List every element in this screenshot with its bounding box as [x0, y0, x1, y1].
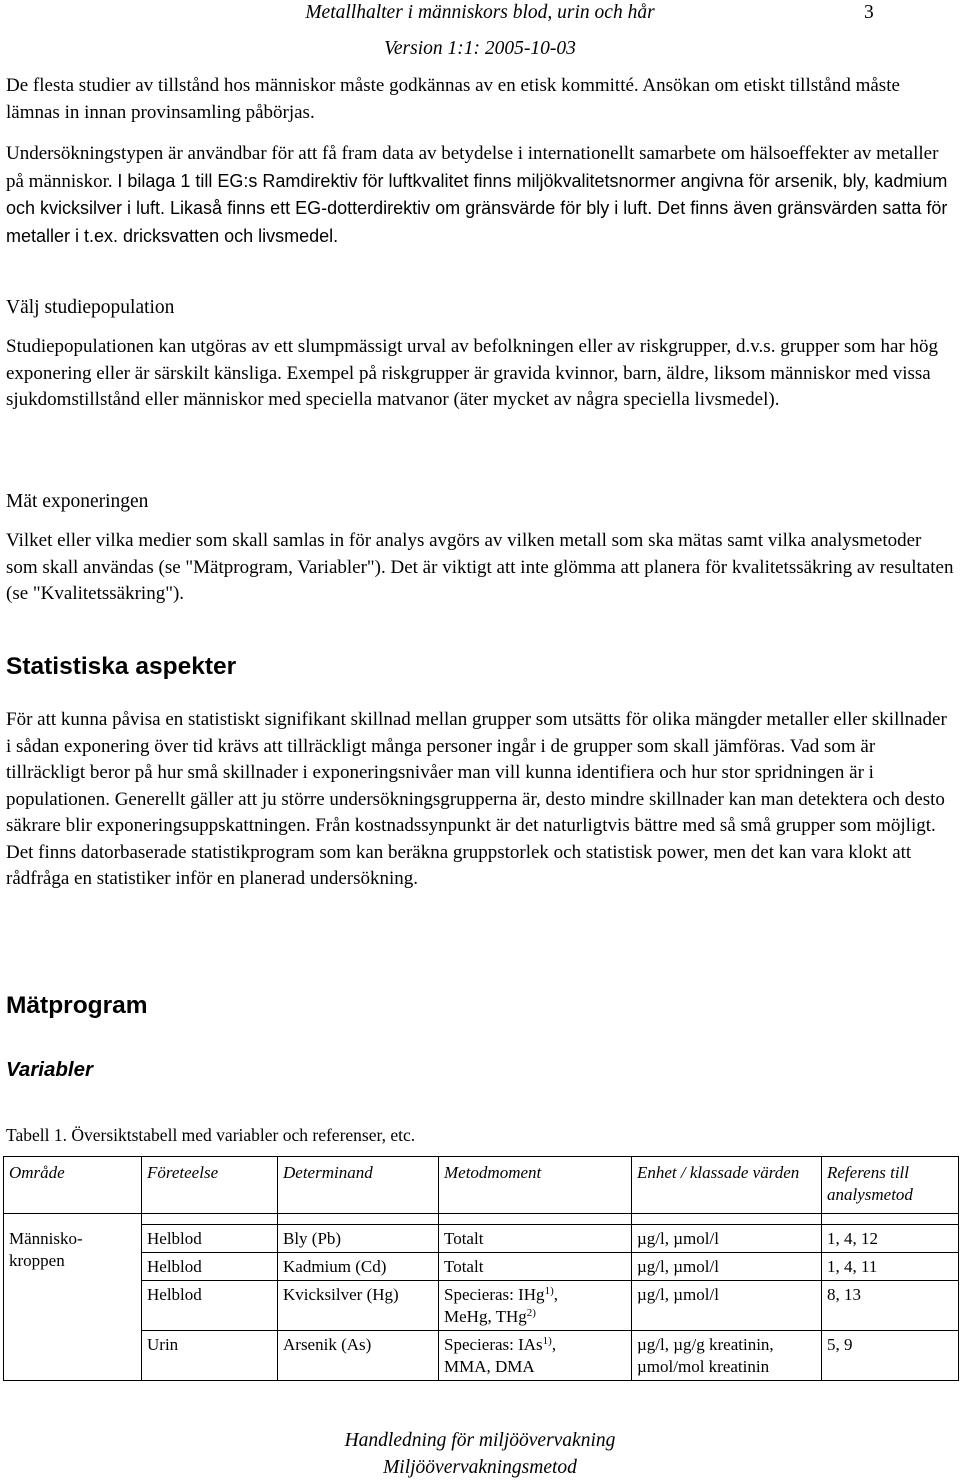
header-area: Område — [4, 1157, 142, 1214]
table-row — [4, 1331, 959, 1381]
variables-table — [3, 1156, 959, 1381]
table-row — [4, 1225, 959, 1253]
area-cell: Människo-kroppen — [4, 1225, 142, 1381]
header-method: Metodmoment — [439, 1157, 632, 1214]
reference-cell: 5, 9 — [822, 1331, 959, 1381]
header-unit: Enhet / klassade värden — [632, 1157, 822, 1214]
gap-cell — [142, 1214, 278, 1225]
phenomenon-cell: Helblod — [142, 1225, 278, 1253]
measurement-program-heading: Mätprogram — [6, 992, 148, 1019]
exposure-heading: Mät exponeringen — [6, 491, 149, 512]
statistics-paragraph: För att kunna påvisa en statistiskt signifikant skillnad mellan grupper som utsätts för olika mängder metaller eller skillnader i sådan exponering över tid krävs att tillräckligt många personer ingår i de grupper som skall jämföras. Vad som är tillräckligt beror på hur små skillnader i exponeringsnivåer man vill kunna identifiera och hur stor spridningen är i populationen. Generellt gäller att ju större undersökningsgrupperna är, desto mindre skillnader kan man detektera och desto säkrare blir exponeringsuppskattningen. Från kostnadssynpunkt är det naturligtvis bättre med så små grupper som möjligt. Det finns datorbaserade statistikprogram som kan beräkna gruppstorlek och statistisk power, men det kan vara klokt att rådfråga en statistiker inför en planerad undersökning. — [6, 709, 947, 889]
ethics-paragraph: De flesta studier av tillstånd hos människor måste godkännas av en etisk kommitté. Ansökan om etiskt tillstånd måste lämnas in innan provinsamling påbörjas. — [6, 75, 900, 123]
page-number: 3 — [864, 2, 874, 23]
determinand-cell: Kvicksilver (Hg) — [278, 1281, 439, 1331]
reference-cell: 1, 4, 11 — [822, 1253, 959, 1281]
air-quality-text: I bilaga 1 till EG:s Ramdirektiv för luftkvalitet finns miljökvalitetsnormer angivna för arsenik, bly, kadmium och kvicksilver i luft. Likaså finns ett EG-dotterdirektiv om gränsvärde för bly i luft. Det finns även gränsvärden satta för metaller i t.ex. dricksvatten och livsmedel. — [6, 170, 948, 246]
unit-cell: µg/l, µmol/l — [632, 1253, 822, 1281]
reference-cell: 1, 4, 12 — [822, 1225, 959, 1253]
population-heading: Välj studiepopulation — [6, 297, 175, 318]
footnote-mark: 2) — [526, 1307, 536, 1319]
reference-cell: 8, 13 — [822, 1281, 959, 1331]
study-type-text: Undersökningstypen är användbar för att få fram data av betydelse i internationellt samarbete om hälsoeffekter av metaller på människor. — [6, 143, 939, 192]
study-type-paragraph — [6, 141, 956, 250]
phenomenon-cell: Helblod — [142, 1281, 278, 1331]
population-paragraph: Studiepopulationen kan utgöras av ett slumpmässigt urval av befolkningen eller av riskgrupper, d.v.s. grupper som har hög exponering eller är särskilt känsliga. Exempel på riskgrupper är gravida kvinnor, barn, äldre, liksom människor med vissa sjukdomstillstånd eller människor med speciella matvanor (äter mycket av några speciella livsmedel). — [6, 336, 938, 410]
table-gap-row — [4, 1214, 959, 1225]
unit-cell: µg/l, µmol/l — [632, 1281, 822, 1331]
header-reference: Referens till analysmetod — [822, 1157, 959, 1214]
method-text: MeHg, THg — [444, 1307, 527, 1326]
table-header-row — [4, 1157, 959, 1214]
header-phenomenon: Företeelse — [142, 1157, 278, 1214]
gap-cell — [632, 1214, 822, 1225]
footnote-mark: 1) — [544, 1285, 554, 1297]
phenomenon-cell: Urin — [142, 1331, 278, 1381]
variables-heading: Variabler — [6, 1058, 93, 1081]
method-cell: Totalt — [439, 1225, 632, 1253]
determinand-cell: Arsenik (As) — [278, 1331, 439, 1381]
document-title: Metallhalter i människors blod, urin och hår — [305, 2, 655, 23]
table-row — [4, 1281, 959, 1331]
footer-method: Miljöövervakningsmetod — [383, 1457, 577, 1478]
phenomenon-cell: Helblod — [142, 1253, 278, 1281]
gap-cell — [439, 1214, 632, 1225]
table-caption: Tabell 1. Översiktstabell med variabler och referenser, etc. — [6, 1125, 416, 1145]
unit-cell: µg/l, µg/g kreatinin, µmol/mol kreatinin — [632, 1331, 822, 1381]
statistics-heading: Statistiska aspekter — [6, 653, 237, 680]
determinand-cell: Bly (Pb) — [278, 1225, 439, 1253]
exposure-paragraph: Vilket eller vilka medier som skall samlas in för analys avgörs av vilken metall som ska mätas samt vilka analysmetoder som skall användas (se "Mätprogram, Variabler"). Det är viktigt att inte glömma att planera för kvalitetssäkring av resultaten (se "Kvalitetssäkring"). — [6, 530, 954, 604]
gap-cell — [822, 1214, 959, 1225]
unit-cell: µg/l, µmol/l — [632, 1225, 822, 1253]
method-cell: Specieras: IAs$^{1)}$, MMA, DMA — [439, 1331, 632, 1381]
footnote-mark: 1) — [542, 1335, 552, 1347]
method-cell: Specieras: IHg$^{1)}$, MeHg, THg$^{2)}$ — [439, 1281, 632, 1331]
document-version: Version 1:1: 2005-10-03 — [384, 38, 576, 59]
gap-cell — [278, 1214, 439, 1225]
gap-cell — [4, 1214, 142, 1225]
table-row — [4, 1253, 959, 1281]
method-text: Specieras: IHg — [444, 1285, 545, 1304]
method-text: Specieras: IAs — [444, 1335, 543, 1354]
method-text: MMA, DMA — [444, 1357, 535, 1376]
header-determinand: Determinand — [278, 1157, 439, 1214]
footer-handbook: Handledning för miljöövervakning — [344, 1430, 616, 1451]
method-cell: Totalt — [439, 1253, 632, 1281]
determinand-cell: Kadmium (Cd) — [278, 1253, 439, 1281]
